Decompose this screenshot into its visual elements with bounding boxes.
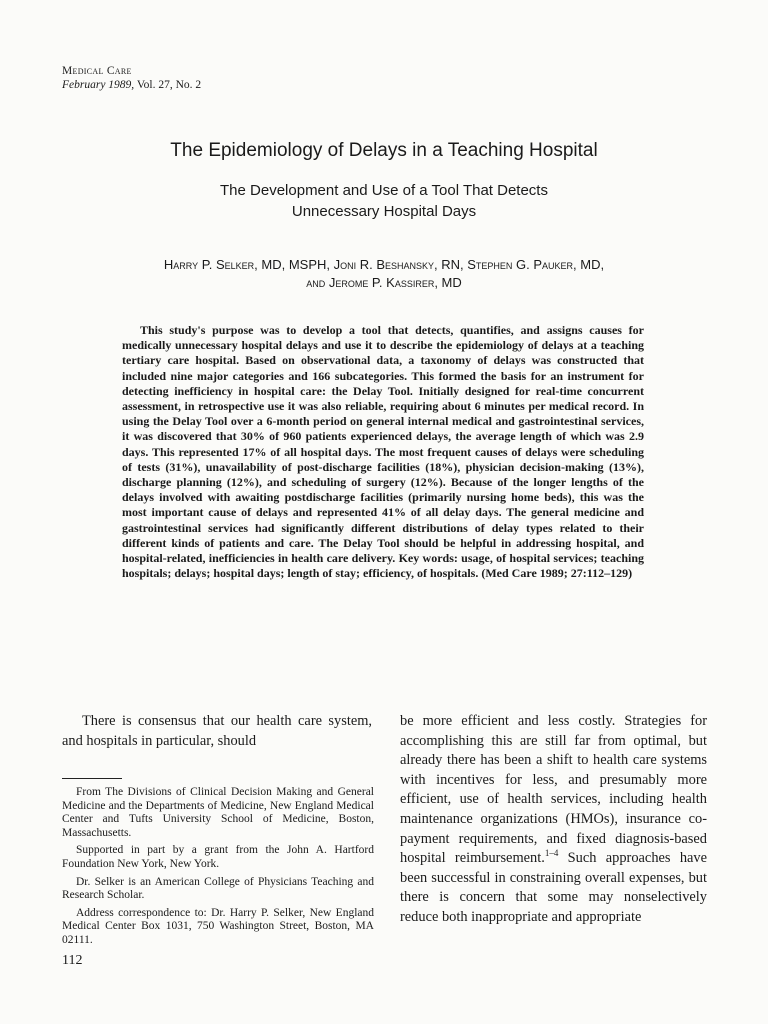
footnote-funding: Supported in part by a grant from the John A. Hartford Foundation New York, New York.: [62, 844, 374, 870]
issue-date: February 1989,: [62, 79, 135, 91]
footnote-divider: [62, 778, 122, 779]
authors-line-2: and Jerome P. Kassirer, MD: [306, 275, 462, 290]
page-number: 112: [62, 953, 83, 968]
footnotes: [62, 786, 374, 952]
body-column-left: There is consensus that our health care system, and hospitals in particular, should: [62, 713, 372, 749]
subtitle-line-1: The Development and Use of a Tool That Detects: [220, 182, 548, 199]
footnote-affiliation: From The Divisions of Clinical Decision Making and General Medicine and the Departments of Medicine, New England Medical Center and Tufts University School of Medicine, Boston, Massachusetts.: [62, 786, 374, 839]
citation-superscript: 1–4: [544, 848, 559, 859]
journal-header: [62, 64, 201, 92]
body-right-continued: Such approaches have been successful in constraining overall expenses, but there is concern that some may nonselectively reduce both inappropriate and appropriate: [400, 850, 707, 925]
body-right-text: be more efficient and less costly. Strategies for accomplishing this are still far from optimal, but already there has been a shift to health care systems with incentives for less, and presumably more efficient, use of health services, including health maintenance organizations (HMOs), insurance co-payment requirements, and fixed diagnosis-based hospital reimbursement.: [400, 713, 707, 867]
footnote-correspondence: Address correspondence to: Dr. Harry P. Selker, New England Medical Center Box 1031, 750 Washington Street, Boston, MA 02111.: [62, 906, 374, 946]
author-list: [0, 256, 768, 292]
subtitle-line-2: Unnecessary Hospital Days: [291, 203, 477, 220]
issue-volume: Vol. 27, No. 2: [134, 79, 202, 91]
body-column-right: [400, 712, 707, 928]
journal-issue: [62, 78, 201, 92]
abstract: This study's purpose was to develop a tool that detects, quantifies, and assigns causes for medically unnecessary hospital delays and use it to describe the epidemiology of delays at a teaching tertiary care hospital. Based on observational data, a taxonomy of delays was constructed that included nine major categories and 166 subcategories. This formed the basis for an instrument for detecting inefficiency in hospital care: the Delay Tool. Initially designed for real-time concurrent assessment, in retrospective use it was also reliable, requiring about 6 minutes per medical record. In using the Delay Tool over a 6-month period on general internal medical and gastrointestinal services, it was discovered that 30% of 960 patients experienced delays, the average length of which was 2.9 days. This represented 17% of all hospital days. The most frequent causes of delays were scheduling of tests (31%), unavailability of post-discharge facilities (18%), physician decision-making (13%), discharge planning (12%), and scheduling of surgery (12%). Because of the longer lengths of the delays involved with awaiting postdischarge facilities (primarily nursing home beds), this was the most important cause of delays and represented 41% of all delay days. The general medicine and gastrointestinal services had significantly different distributions of delay types related to their different kinds of patients and care. The Delay Tool should be helpful in addressing hospital, and hospital-related, inefficiencies in health care delivery. Key words: usage, of hospital services; teaching hospitals; delays; hospital days; length of stay; efficiency, of hospitals. (Med Care 1989; 27:112–129): [122, 323, 644, 581]
article-title: The Epidemiology of Delays in a Teaching Hospital: [170, 140, 598, 161]
journal-name: Medical Care: [62, 65, 132, 77]
article-subtitle: [0, 180, 768, 222]
authors-line-1: Harry P. Selker, MD, MSPH, Joni R. Beshansky, RN, Stephen G. Pauker, MD,: [163, 257, 605, 272]
footnote-scholar: Dr. Selker is an American College of Physicians Teaching and Research Scholar.: [62, 875, 374, 902]
